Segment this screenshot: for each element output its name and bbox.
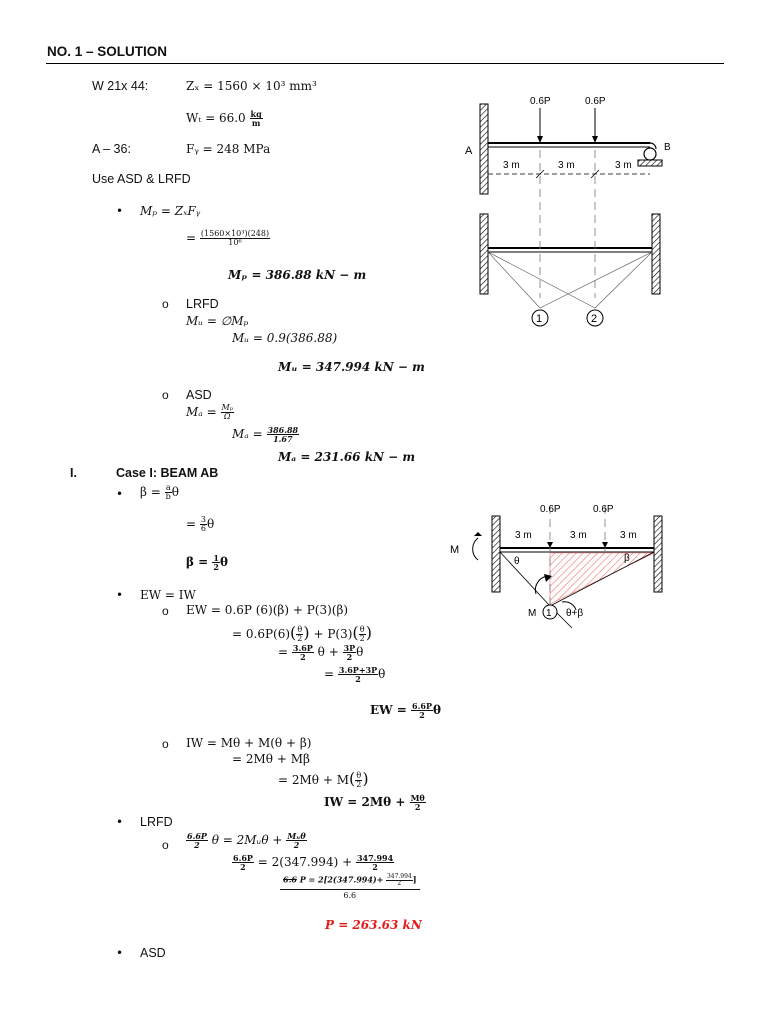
ew-l3-d2: 2 (346, 652, 353, 662)
ma-fraction (221, 404, 234, 421)
section-label: W 21x 44: (92, 79, 149, 93)
fig2-span-2: 3 m (570, 530, 587, 541)
ew-l4-lhs: = (324, 667, 335, 681)
case-title: Case I: BEAM AB (116, 466, 219, 480)
bullet: • (116, 946, 124, 960)
support-b-label: B (664, 142, 671, 153)
p-result: P = 263.63 kN (325, 918, 422, 932)
beta3-den: 2 (213, 562, 219, 572)
hinge-2-label: 2 (591, 313, 598, 325)
beta2-den: 6 (200, 524, 206, 533)
beta-num: a (165, 483, 171, 492)
ew-iw-header: EW = IW (140, 588, 196, 602)
moment-arrow-icon (473, 538, 478, 560)
sub-bullet: o (162, 604, 169, 618)
lrfd2-l3-d: 2 (397, 880, 402, 887)
ew-l3-mid: θ + (317, 645, 339, 659)
wall-a (480, 104, 488, 194)
lrfd2-l2-d2: 2 (372, 862, 378, 872)
ma2-num: 386.88 (267, 425, 299, 435)
ew-l4-frac (338, 666, 378, 683)
ew-l3-n1: 3.6P (292, 643, 313, 653)
mu-formula: Mᵤ = ∅Mₚ (186, 314, 249, 328)
ew-l3-n2: 3P (343, 643, 356, 653)
iw-result (324, 794, 426, 811)
lrfd2-l1-frac2 (286, 832, 306, 849)
beta-theta: θ (171, 485, 179, 499)
moment-left-label: M (450, 544, 460, 556)
ew-l2a: = 0.6P(6) (232, 627, 291, 641)
beta2-fraction (200, 516, 207, 533)
ma-num: Mₚ (221, 403, 233, 412)
mu-substitution: Mᵤ = 0.9(386.88) (232, 331, 338, 345)
mp-den: 10⁶ (228, 238, 242, 247)
lrfd2-line1 (186, 832, 307, 849)
lrfd2-l3-den: 6.6 (343, 891, 357, 900)
lrfd2-l2-n2: 347.994 (356, 853, 394, 863)
beta2-num: 3 (200, 515, 206, 524)
fig2-load-2: 0.6P (593, 504, 614, 515)
ew-line1: EW = 0.6P (6)(β) + P(3)(β) (186, 603, 349, 617)
beta2-theta: θ (206, 517, 215, 531)
method-text: Use ASD & LRFD (92, 172, 191, 186)
fig2-span-3: 3 m (620, 530, 637, 541)
ma-substitution (232, 426, 299, 443)
load-label-2: 0.6P (585, 96, 606, 107)
ma2-lhs: Mₐ = (232, 427, 263, 441)
bullet: • (116, 588, 124, 602)
case-roman: I. (70, 466, 77, 480)
beta-formula (140, 484, 179, 501)
ew-l4-den: 2 (355, 674, 361, 684)
iw-res-den: 2 (414, 802, 421, 812)
lrfd2-l3-mid: P = 2[2(347.994)+ (299, 874, 384, 885)
theta-beta-label: θ+β (566, 608, 584, 619)
wt-unit-fraction (250, 110, 263, 127)
ew-l3-d1: 2 (300, 652, 306, 662)
ew-res-den: 2 (419, 710, 425, 720)
span-1: 3 m (503, 160, 520, 171)
fig2-span-1: 3 m (515, 530, 532, 541)
hinge-1-label: 1 (536, 313, 543, 325)
fig2-hinge-label: 1 (546, 608, 552, 619)
beta3-theta: θ (219, 555, 228, 569)
iw-res-num: Mθ (410, 793, 425, 803)
sub-bullet: o (162, 737, 169, 751)
support-a-label: A (465, 145, 473, 157)
lrfd2-l1-n2: Mᵤθ (287, 831, 306, 841)
ma2-den: 1.67 (273, 434, 293, 444)
beta-label: β (624, 553, 630, 564)
bullet: • (116, 487, 124, 501)
mp-num: (1560×10³)(248) (200, 229, 270, 238)
lrfd2-line2 (232, 854, 394, 871)
mp-result: Mₚ = 386.88 kN − m (228, 268, 367, 282)
ma2-fraction (267, 426, 300, 443)
lrfd2-l2-rest: = 2(347.994) + (257, 855, 353, 869)
lrfd2-l2-den: 2 (240, 862, 246, 872)
moment-hinge-label: M (528, 608, 537, 619)
ew-l4-num: 3.6P+3P (338, 665, 378, 675)
mu-result: Mᵤ = 347.994 kN − m (278, 360, 425, 374)
load-label-1: 0.6P (530, 96, 551, 107)
ew-l3-frac1 (292, 644, 314, 661)
lrfd2-l1-frac (186, 832, 208, 849)
ew-l3-lhs: = (278, 645, 289, 659)
ew-line4 (324, 666, 385, 683)
lrfd2-label: LRFD (140, 815, 173, 829)
lrfd2-l3-lead: 6.6 (283, 874, 297, 885)
lrfd2-line3 (280, 874, 420, 901)
page-title: NO. 1 – SOLUTION (47, 44, 168, 59)
ma-result: Mₐ = 231.66 kN − m (278, 450, 416, 464)
span-2: 3 m (558, 160, 575, 171)
mp-formula: Mₚ = ZₓFᵧ (140, 204, 201, 218)
beta3-lhs: β = (186, 555, 209, 569)
mechanism-figure (440, 498, 690, 628)
mp-substitution (186, 230, 270, 247)
beta3-num: 1 (213, 553, 219, 563)
ew-result (370, 702, 441, 719)
beta-substitution (186, 516, 214, 533)
beta2-lhs: = (186, 517, 197, 531)
title-underline (46, 63, 724, 64)
beta3-fraction (212, 554, 220, 571)
ew-line2: = 0.6P(6)( $\frac{\theta}{2}$ ) + P(3)( $\frac{\theta}{2}$ ) (232, 623, 372, 643)
fy-value: Fᵧ = 248 MPa (186, 142, 271, 156)
wt-unit-num: kg (250, 109, 262, 119)
bullet: • (116, 815, 124, 829)
ma-den: Ω (223, 412, 231, 421)
wt-lhs: Wₜ = 66.0 (186, 111, 246, 125)
wt-value (186, 110, 263, 127)
ew-res-frac (411, 702, 433, 719)
ew-l3-frac2 (343, 644, 357, 661)
lrfd2-l1-d2: 2 (293, 840, 300, 850)
beta-den: b (165, 492, 171, 501)
ew-l3-end: θ (356, 645, 364, 659)
mp-eq: = (186, 231, 197, 245)
ew-line3 (278, 644, 363, 661)
asd-label: ASD (186, 388, 212, 402)
ma-lhs: Mₐ = (186, 405, 217, 419)
theta-label: θ (514, 556, 520, 567)
iw-line1: IW = Mθ + M(θ + β) (186, 736, 312, 750)
sub-bullet: o (162, 388, 169, 402)
wt-unit-den: m (251, 118, 261, 128)
fixed-beam-figure (440, 88, 690, 338)
ew-res-lhs: EW = (370, 703, 407, 717)
lrfd2-l2-frac2 (356, 854, 394, 871)
iw-line3: = 2Mθ + M( $\frac{\theta}{2}$ ) (278, 769, 369, 789)
iw-res-lhs: IW = 2Mθ + (324, 795, 406, 809)
ma-formula (186, 404, 234, 421)
lrfd-label: LRFD (186, 297, 219, 311)
beta-fraction (165, 484, 172, 501)
span-3: 3 m (615, 160, 632, 171)
iw-l3: = 2Mθ + M (278, 773, 349, 787)
lrfd2-l2-frac (232, 854, 254, 871)
lrfd2-l2-num: 6.6P (233, 853, 253, 863)
ew-l4-end: θ (378, 667, 386, 681)
iw-line2: = 2Mθ + Mβ (232, 752, 310, 766)
fig2-load-1: 0.6P (540, 504, 561, 515)
lrfd2-l3-n: 347.994 (386, 873, 412, 880)
beta-result (186, 554, 228, 571)
zx-value: Zₓ = 1560 × 10³ mm³ (186, 79, 317, 93)
lrfd2-l1-den: 2 (194, 840, 200, 850)
sub-bullet: o (162, 838, 169, 852)
ew-l2b: + P(3) (313, 627, 353, 641)
lrfd2-l1-rest: θ = 2Mᵤθ + (211, 833, 283, 847)
beta-lhs: β = (140, 485, 161, 499)
ew-res-end: θ (432, 703, 441, 717)
lrfd2-l3-close: ] (412, 874, 417, 885)
steel-label: A – 36: (92, 142, 131, 156)
mp-fraction (200, 230, 270, 247)
bullet: • (116, 204, 124, 218)
ew-res-num: 6.6P (412, 701, 432, 711)
roller-b-icon (644, 148, 656, 160)
lrfd2-l1-num: 6.6P (187, 831, 207, 841)
sub-bullet: o (162, 297, 169, 311)
iw-res-frac (410, 794, 426, 811)
asd2-label: ASD (140, 946, 166, 960)
